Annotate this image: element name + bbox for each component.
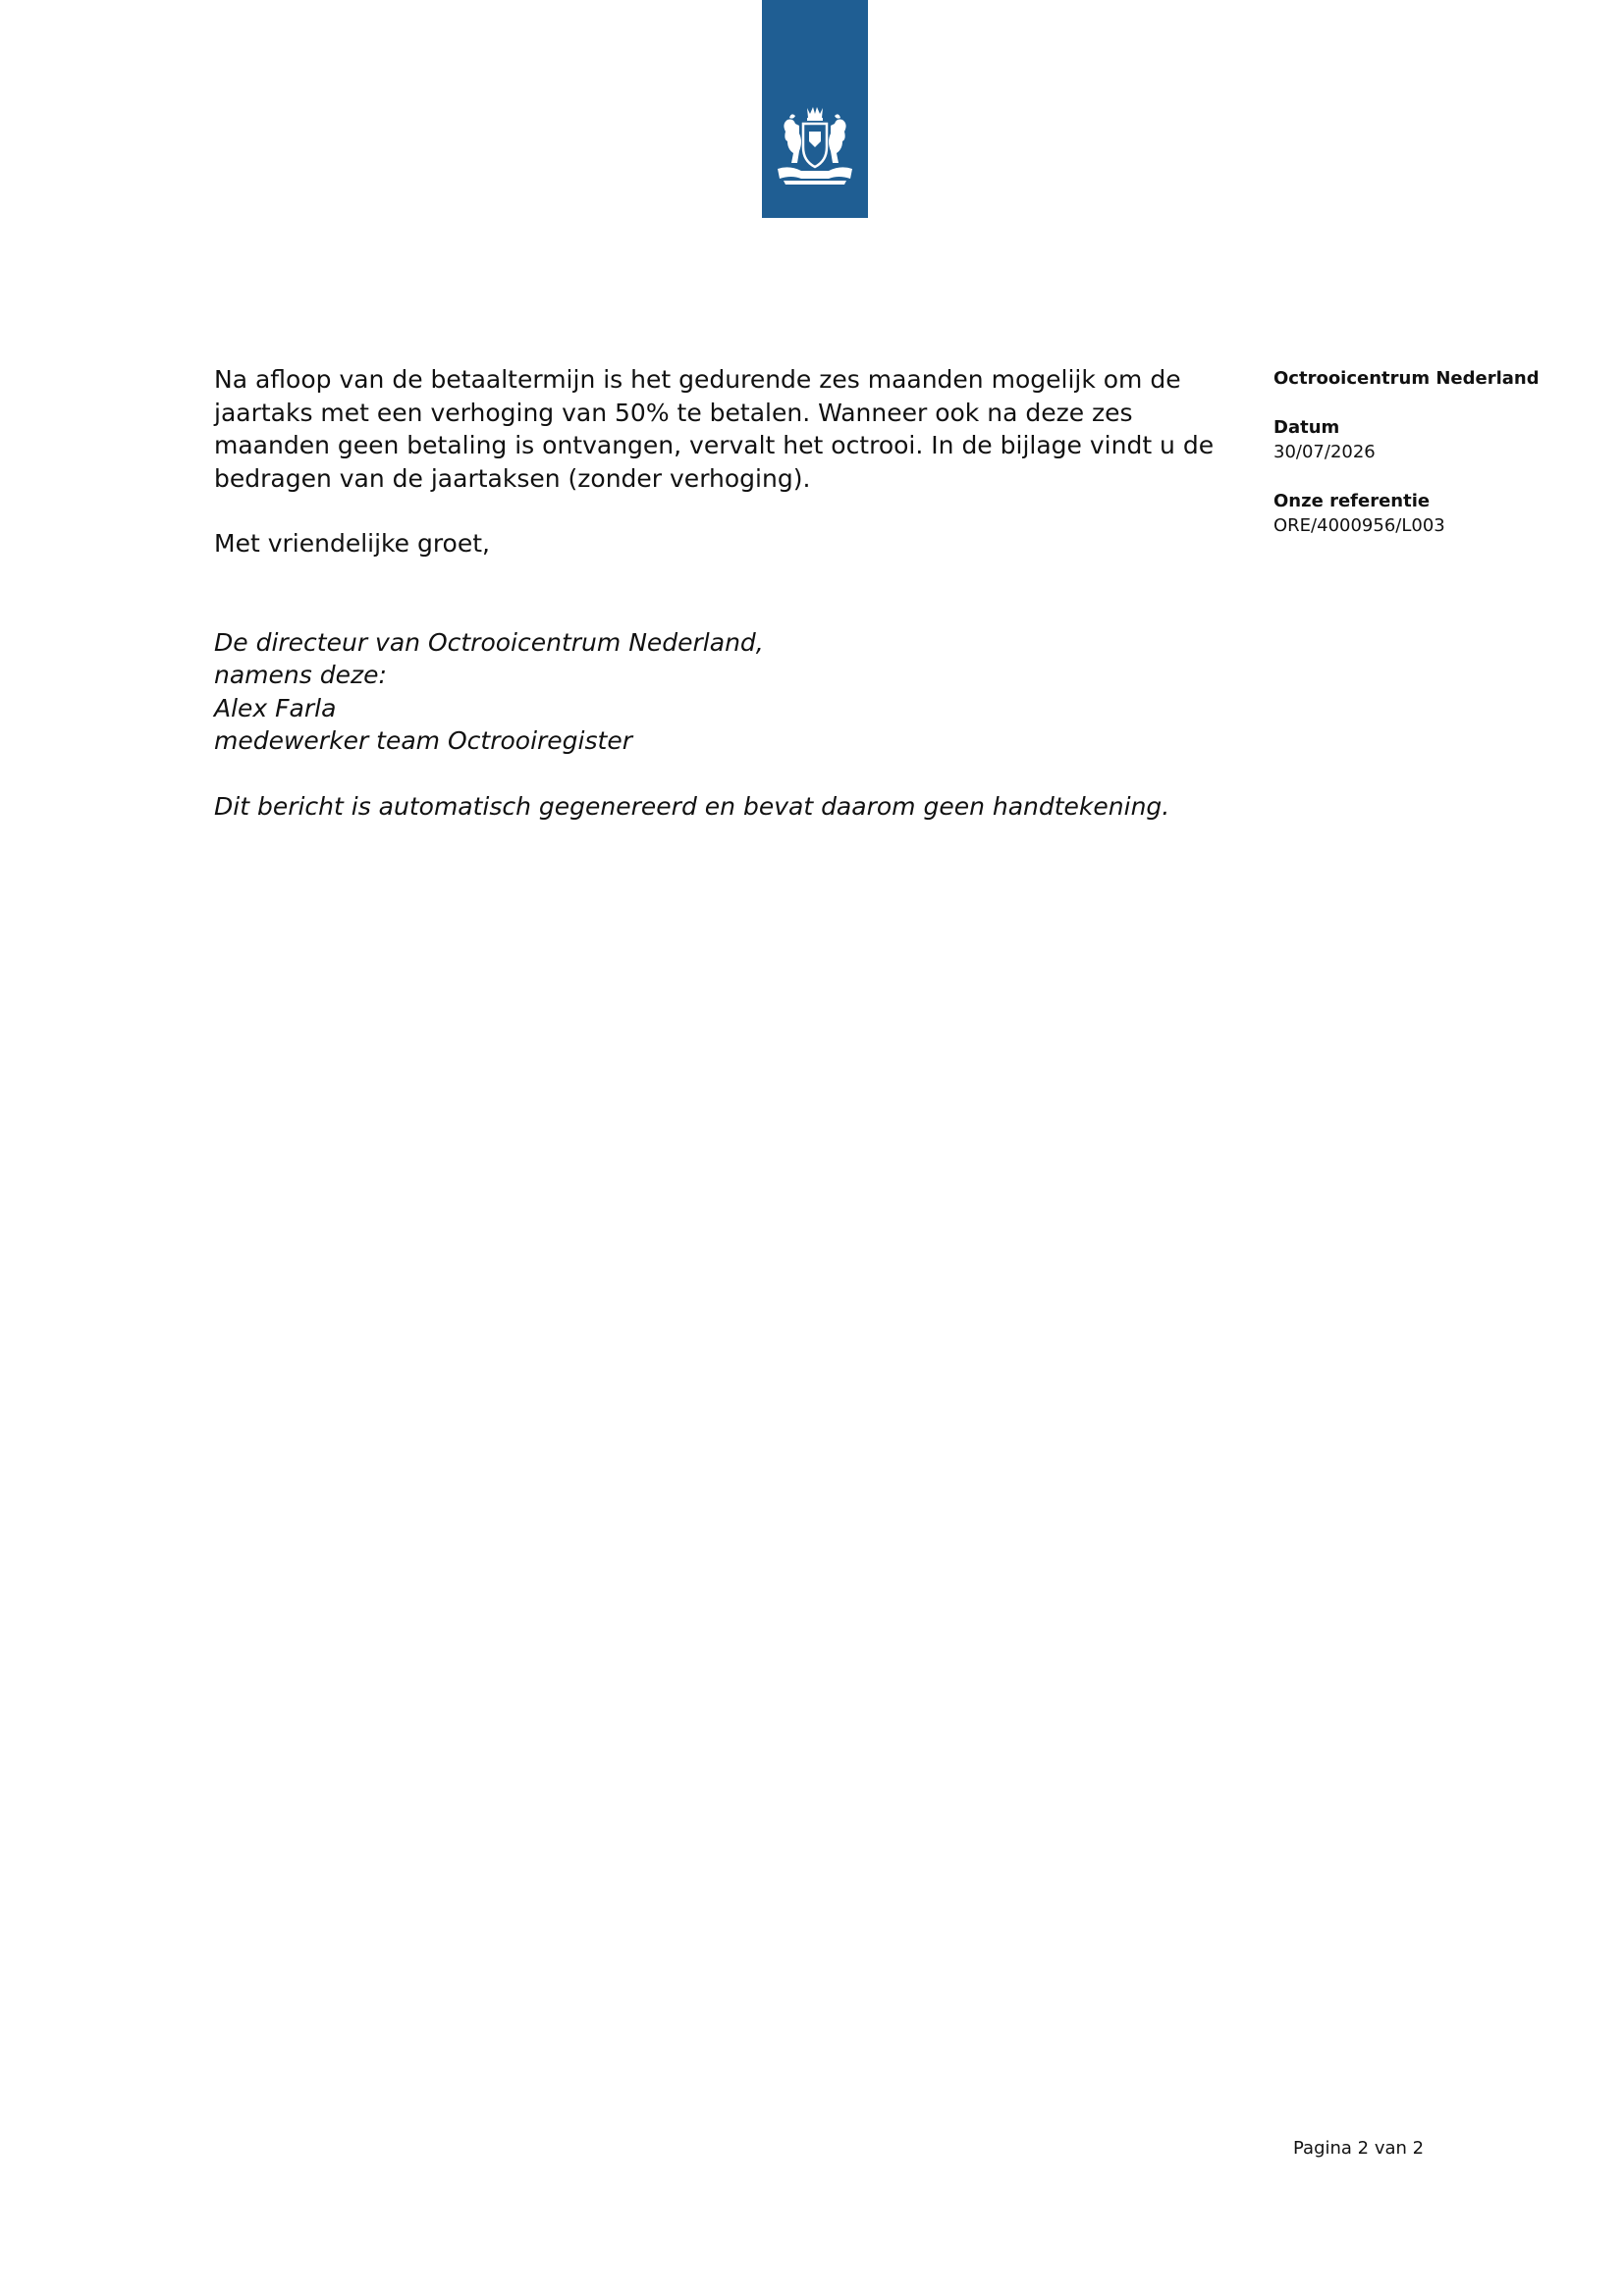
- signature-line-name: Alex Farla: [214, 693, 337, 722]
- organization-name: Octrooicentrum Nederland: [1273, 368, 1540, 389]
- rijksoverheid-logo-banner: [762, 0, 868, 218]
- signature-line-on-behalf: namens deze:: [214, 661, 387, 689]
- sender-details-sidebar: [1273, 366, 1588, 562]
- closing-greeting: Met vriendelijke groet,: [214, 529, 490, 558]
- letter-body: [214, 363, 1235, 823]
- date-value: 30/07/2026: [1273, 442, 1376, 462]
- signature-line-director: De directeur van Octrooicentrum Nederland,: [214, 627, 764, 657]
- coat-of-arms-icon: [770, 102, 860, 192]
- date-label: Datum: [1273, 417, 1340, 438]
- reference-label: Onze referentie: [1273, 491, 1431, 511]
- reference-value: ORE/4000956/L003: [1273, 515, 1445, 536]
- automatic-message-note: Dit bericht is automatisch gegenereerd en bevat daarom geen handtekening.: [214, 791, 1170, 821]
- signature-line-role: medewerker team Octrooiregister: [214, 726, 632, 755]
- signature-block: [214, 626, 1235, 758]
- body-paragraph: Na afloop van de betaaltermijn is het gedurende zes maanden mogelijk om de jaartaks met een verhoging van 50% te betalen. Wanneer ook na deze zes maanden geen betaling is ontvangen, vervalt het octrooi. In de bijlage vindt u de bedragen van de jaartaksen (zonder verhoging).: [214, 365, 1215, 493]
- page-number: Pagina 2 van 2: [1293, 2138, 1425, 2159]
